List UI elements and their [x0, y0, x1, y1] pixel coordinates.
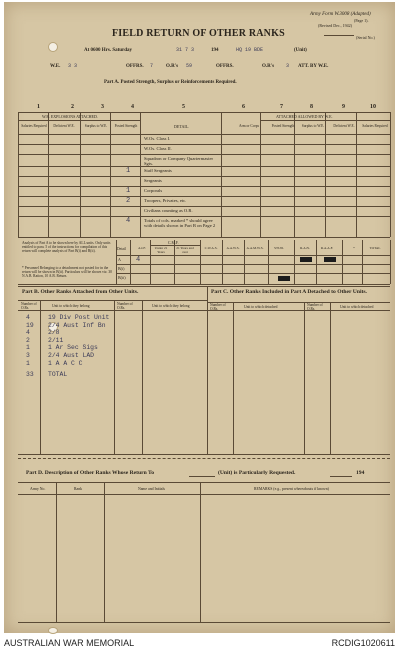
fill-line: [330, 476, 352, 477]
part-b-unit: 2/4 Aust LAD: [48, 352, 95, 359]
header-rule: [18, 300, 207, 301]
row-rule: [116, 273, 390, 274]
analysis-heading: STUD.: [274, 246, 284, 250]
punch-hole: [48, 42, 58, 52]
analysis-detail-label: Detail: [117, 247, 126, 251]
posted-strength-value: 2: [126, 197, 131, 205]
column-number: 5: [182, 104, 185, 110]
table-border: [18, 286, 390, 287]
we-label: W.E.: [50, 64, 61, 69]
column-rule: [48, 112, 49, 237]
redaction-mark: [300, 257, 312, 262]
column-number: 9: [342, 104, 345, 110]
column-heading: Surplus to W.E.: [84, 124, 108, 128]
column-rule: [200, 482, 201, 622]
att-label: ATT. BY W.E.: [298, 64, 329, 69]
header-rule: [260, 120, 390, 121]
column-number: 8: [310, 104, 313, 110]
ors2-label: O.R's: [262, 64, 275, 69]
part-b-title: Part B. Other Ranks Attached from Other Units.: [22, 289, 139, 295]
offrs-label: OFFRS.: [126, 64, 144, 69]
ors2-value: 3: [286, 63, 290, 69]
part-d-unit-tail: (Unit) is Particularly Requested.: [218, 470, 296, 476]
part-b-col-heading: Number of O.Rs.: [21, 302, 37, 310]
part-b-unit: 19 Div Post Unit: [48, 314, 110, 321]
column-heading: Deficient W.E.: [333, 124, 355, 128]
column-heading: Posted Strength: [114, 124, 138, 128]
header-rule: [18, 482, 390, 483]
fill-line: [189, 476, 215, 477]
part-b-unit: 2/11: [48, 336, 64, 344]
row-detail: Corporals: [144, 188, 163, 193]
analysis-heading: A.A.M.W.S.: [246, 246, 264, 250]
part-b-unit: 1 Ar Sec Sigs: [48, 344, 98, 352]
header-rule: [18, 310, 390, 311]
row-detail: W.Os. Class I.: [144, 136, 171, 141]
column-rule: [325, 112, 326, 237]
column-rule: [342, 240, 343, 284]
we-explosions-heading: W.E. EXPLOSIONS ATTACHED.: [42, 114, 98, 119]
column-heading: Posted Strength: [271, 124, 295, 128]
row-detail: Troopers, Privates, etc.: [144, 198, 187, 203]
column-rule: [142, 300, 143, 454]
part-b-count: 3: [26, 352, 30, 359]
column-number: 2: [71, 104, 74, 110]
form-page: (Page 1).: [354, 18, 369, 23]
column-heading: Arm or Corps: [239, 124, 259, 128]
header-rule: [18, 120, 140, 121]
column-rule: [56, 482, 57, 622]
column-rule: [221, 112, 222, 237]
column-heading: Salaries Required: [21, 124, 47, 128]
row-rule: [116, 255, 390, 256]
unit-label: (Unit): [294, 48, 307, 53]
column-rule: [304, 302, 305, 454]
column-rule: [356, 112, 357, 237]
analysis-heading: A.I.F.: [138, 246, 146, 250]
attached-heading: ATTACHED ALLOWED BY W.E.: [276, 114, 333, 119]
part-d-col-heading: Rank: [74, 487, 83, 491]
posted-strength-value: 1: [126, 167, 131, 175]
column-rule: [110, 112, 111, 237]
ors-value: 59: [186, 63, 193, 69]
part-d-col-heading: REMARKS (e.g., present whereabouts if known): [254, 487, 329, 491]
analysis-heading: TOTAL: [369, 246, 381, 250]
row-detail: W.Os. Class II.: [144, 146, 172, 151]
footer: [0, 635, 401, 653]
column-rule: [390, 240, 391, 284]
column-rule: [260, 112, 261, 237]
row-rule: [116, 264, 390, 265]
part-b-count: 1: [26, 359, 30, 367]
part-b-col-heading: Unit to which they belong: [152, 304, 190, 308]
page-title: FIELD RETURN OF OTHER RANKS: [112, 28, 285, 39]
table-border: [18, 454, 390, 455]
column-heading: Salaries Required: [362, 124, 388, 128]
column-rule: [40, 300, 41, 454]
column-rule: [294, 112, 295, 237]
part-b-total-label: TOTAL: [48, 371, 68, 378]
column-heading: Deficient W.E.: [53, 124, 75, 128]
column-rule: [130, 240, 131, 284]
part-b-col-heading: Unit to which they belong: [52, 304, 90, 308]
column-rule: [18, 112, 19, 237]
part-d-col-heading: Name and Initials: [138, 487, 165, 491]
part-c-col-heading: Unit to which detached: [340, 305, 374, 309]
section-divider: [207, 286, 208, 454]
punch-hole: [48, 627, 58, 634]
part-b-count: 19: [26, 321, 34, 329]
column-rule: [233, 302, 234, 454]
analysis-note: * Personnel Belonging to a detachment not posted for in the return will be shown in B(ii). Particulars will be shown viz. 30 N.A.B. Ration, 10 A.B. Return.: [22, 266, 112, 279]
analysis-heading: C.W.A.S.: [204, 246, 218, 250]
analysis-heading: R.A.A.F.: [320, 246, 334, 250]
column-rule: [104, 482, 105, 622]
column-rule: [330, 302, 331, 454]
column-rule: [114, 300, 115, 454]
row-detail: Staff Sergeants: [144, 168, 172, 173]
posted-strength-value: 1: [126, 187, 131, 195]
column-number: 1: [37, 104, 40, 110]
offrs2-label: OFFRS.: [216, 64, 234, 69]
redaction-mark: [324, 257, 336, 262]
part-d-year: 194: [356, 470, 365, 476]
form-revised: (Revised Dec., 1942): [318, 23, 352, 28]
posted-strength-value: 4: [126, 217, 131, 225]
footer-record-id: RCDIG1020611: [331, 638, 395, 648]
analysis-note: Analysis of Part A to be shown here by ALL units. Only units entitled to para. 5 of the instructions for compilation of this return will complete analysis of Part B(i) and B(ii).: [22, 241, 111, 254]
part-d-title: Part D. Description of Other Ranks Whose Return To: [26, 470, 154, 476]
part-b-count: 1: [26, 344, 30, 352]
part-b-count: 4: [26, 314, 30, 321]
part-c-col-heading: Number of O.Rs.: [210, 303, 226, 311]
redaction-mark: [278, 276, 290, 281]
table-border: [18, 112, 390, 113]
table-border: [18, 622, 390, 623]
column-number: 4: [131, 104, 134, 110]
part-a-title: Part A. Posted Strength, Surplus or Reinforcements Required.: [104, 80, 237, 85]
ors-label: O.R's: [166, 64, 179, 69]
analysis-row-label: A: [118, 257, 121, 262]
header-rule: [18, 134, 390, 135]
unit-value: HQ 19 BDE: [236, 47, 264, 53]
analysis-heading: 21 Years and over: [176, 246, 194, 254]
part-c-title: Part C. Other Ranks Included in Part A Detached to Other Units.: [211, 289, 367, 295]
cmf-label: C.M.F.: [168, 241, 179, 245]
time-label: At 0600 Hrs. Saturday: [84, 48, 133, 53]
part-b-count: 2: [26, 336, 30, 344]
part-b-unit: 1 A A C C: [48, 359, 83, 367]
analysis-heading: A.A.W.S.: [226, 246, 240, 250]
tear-line: [18, 458, 390, 459]
column-rule: [140, 112, 141, 237]
footer-credit: AUSTRALIAN WAR MEMORIAL: [4, 638, 135, 648]
column-rule: [390, 112, 391, 237]
date-value: 31 7 3: [176, 47, 195, 53]
analysis-heading: R.A.N.: [300, 246, 310, 250]
part-b-unit: 2/8: [48, 329, 60, 337]
part-b-total-count: 33: [26, 371, 34, 378]
column-heading: Surplus to W.E.: [301, 124, 325, 128]
column-number: 7: [280, 104, 283, 110]
row-detail: Squadron or Company Quartermaster Sgts.: [144, 156, 214, 166]
we-value: 3 3: [68, 63, 78, 69]
row-detail: Sergeants: [144, 178, 162, 183]
table-border: [18, 237, 390, 238]
column-rule: [80, 112, 81, 237]
column-number: 6: [242, 104, 245, 110]
header-rule: [207, 302, 390, 303]
part-b-unit: 2/4 Aust Inf Bn: [48, 321, 106, 329]
analysis-heading: Under 21 Years: [154, 246, 168, 254]
form-number: Army Form W.3008 (Adapted): [310, 12, 371, 17]
column-number: 10: [370, 104, 376, 110]
part-d-col-heading: Army No.: [30, 487, 46, 491]
column-number: 3: [101, 104, 104, 110]
header-rule: [18, 494, 390, 495]
year-label: 194: [211, 48, 219, 53]
form-sheet: [4, 2, 395, 633]
table-border: [18, 284, 390, 285]
detail-heading: DETAIL.: [174, 124, 190, 129]
part-b-col-heading: Number of O.Rs.: [117, 302, 133, 310]
row-detail: Civilians counting as O.R.: [144, 208, 193, 213]
form-serial: (Serial No.): [356, 35, 375, 40]
analysis-row-label: B(i): [118, 266, 125, 271]
row-detail: Totals of cols. marked * should agree with details shown in Part B on Page 2: [144, 218, 216, 228]
analysis-a-value: 4: [136, 256, 141, 264]
offrs-value: 7: [150, 63, 154, 69]
part-b-count: 4: [26, 329, 30, 337]
part-c-col-heading: Number of O.Rs.: [307, 303, 323, 311]
part-c-col-heading: Unit to which detached: [244, 305, 278, 309]
analysis-row-label: B(ii): [118, 275, 126, 280]
analysis-heading: *: [353, 246, 355, 250]
